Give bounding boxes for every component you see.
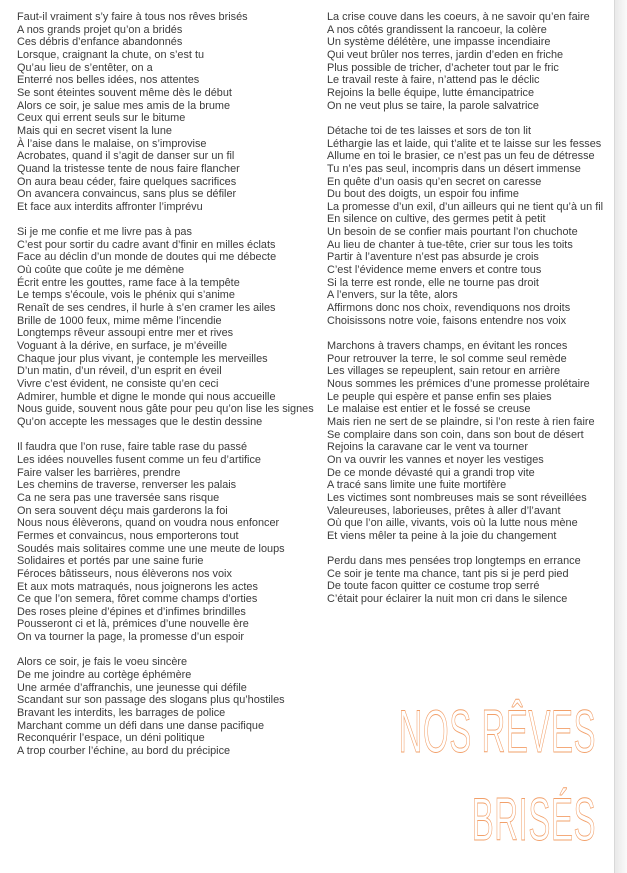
poem-line: Où que l’on aille, vivants, vois où la lutte nous mène bbox=[327, 517, 578, 530]
poem-line: De toute facon quitter ce costume trop serré bbox=[327, 580, 540, 593]
poem-line: Marchons à travers champs, en évitant les ronces bbox=[327, 340, 568, 353]
poem-line: Alors ce soir, je salue mes amis de la brume bbox=[17, 99, 231, 112]
poem-line: Face au déclin d’un monde de doutes qui me débecte bbox=[17, 251, 277, 264]
poem-line: Du bout des doigts, un espoir fou infime bbox=[327, 188, 519, 201]
poem-line: Ce soir je tente ma chance, tant pis si je perd pied bbox=[327, 567, 569, 580]
poem-line: Les victimes sont nombreuses mais se sont réveillées bbox=[327, 491, 587, 504]
poem-line: Choisissons notre voie, faisons entendre nos voix bbox=[327, 314, 567, 327]
poem-line: Brille de 1000 feux, mime même l’incendie bbox=[17, 314, 222, 327]
poem-line: Il faudra que l’on ruse, faire table rase du passé bbox=[17, 441, 248, 454]
poem-line: A tracé sans limite une fuite mortifère bbox=[327, 479, 507, 492]
poem-stanza bbox=[327, 11, 611, 112]
poem-line: Lorsque, craignant la chute, on s’est tu bbox=[17, 48, 205, 61]
poem-line: D’un matin, d’un réveil, d’un esprit en éveil bbox=[17, 365, 222, 378]
poem-line: Se complaire dans son coin, dans son bout de désert bbox=[327, 428, 584, 441]
poem-line: Vivre c’est évident, ne consiste qu’en ceci bbox=[17, 378, 219, 391]
poem-line: Les villages se repeuplent, sain retour en arrière bbox=[327, 365, 561, 378]
poem-line: Une armée d’affranchis, une jeunesse qui défile bbox=[17, 681, 247, 694]
poem-line: Les chemins de traverse, renverser les palais bbox=[17, 479, 237, 492]
poem-column-left bbox=[17, 11, 314, 770]
poem-line: C’est pour sortir du cadre avant d’finir en milles éclats bbox=[17, 238, 276, 251]
poem-line: De ce monde dévasté qui a grandi trop vite bbox=[327, 466, 535, 479]
poem-line: Rejoins la belle équipe, lutte émancipatrice bbox=[327, 86, 535, 99]
poem-line: On ne veut plus se taire, la parole salvatrice bbox=[327, 99, 539, 112]
poem-line: Quand la tristesse tente de nous faire flancher bbox=[17, 162, 240, 175]
poem-line: A trop courber l’échine, au bord du précipice bbox=[17, 745, 231, 758]
poem-line: Rejoins la caravane car le vent va tourner bbox=[327, 441, 528, 454]
poem-line: Soudés mais solitaires comme une une meute de loups bbox=[17, 542, 285, 555]
poem-line: Des roses pleine d’épines et d’infimes brindilles bbox=[17, 605, 246, 618]
poem-stanza bbox=[17, 226, 314, 429]
poem-line: Pour retrouver la terre, le sol comme seul remède bbox=[327, 352, 567, 365]
poem-line: C’était pour éclairer la nuit mon cri dans le silence bbox=[327, 593, 568, 606]
poem-line: Valeureuses, laborieuses, prêtes à aller d’l’avant bbox=[327, 504, 561, 517]
poem-line: Et viens mêler ta peine à la joie du changement bbox=[327, 529, 557, 542]
poem-line: Chaque jour plus vivant, je contemple les merveilles bbox=[17, 352, 268, 365]
poem-line: La promesse d’un exil, d’un ailleurs qui ne tient qu’à un fil bbox=[327, 200, 604, 213]
poem-line: Ce que l’on semera, fôret comme champs d’orties bbox=[17, 593, 258, 606]
poem-line: Les idées nouvelles fusent comme un feu d’artifice bbox=[17, 453, 261, 466]
poem-line: Alors ce soir, je fais le voeu sincère bbox=[17, 656, 188, 669]
poem-line: Solidaires et portés par une saine furie bbox=[17, 555, 204, 568]
poem-line: Écrit entre les gouttes, rame face à la tempête bbox=[17, 276, 240, 289]
poem-line: Qui veut brûler nos terres, jardin d’eden en friche bbox=[327, 48, 564, 61]
poem-line: On va tourner la page, la promesse d’un espoir bbox=[17, 631, 245, 644]
poem-line: Se sont éteintes souvent même dès le début bbox=[17, 86, 232, 99]
poem-line: Pousseront ci et là, prémices d’une nouvelle ère bbox=[17, 618, 249, 631]
poem-line: Marchant comme un défi dans une danse pacifique bbox=[17, 719, 265, 732]
poem-stanza bbox=[17, 656, 309, 757]
poem-line: Le malaise est entier et le fossé se creuse bbox=[327, 403, 531, 416]
poem-line: On aura beau céder, faire quelques sacrifices bbox=[17, 175, 237, 188]
poem-line: Admirer, humble et digne le monde qui nous accueille bbox=[17, 390, 276, 403]
poem-line: Un besoin de se confier mais pourtant l’on chuchote bbox=[327, 226, 578, 239]
poem-line: On avancera convaincus, sans plus se défiler bbox=[17, 188, 237, 201]
poem-line: Un système délétère, une impasse incendiaire bbox=[327, 36, 551, 49]
poem-line: Au lieu de chanter à tue-tête, crier sur tous les toits bbox=[327, 238, 573, 251]
poem-line: Allume en toi le brasier, ce n’est pas un feu de détresse bbox=[327, 150, 595, 163]
poem-line: Détache toi de tes laisses et sors de ton lit bbox=[327, 124, 532, 137]
poem-line: Et face aux interdits affronter l’imprévu bbox=[17, 200, 203, 213]
poem-line: Qu’on accepte les messages que le destin dessine bbox=[17, 415, 263, 428]
poem-line: À l’aise dans le malaise, on s’improvise bbox=[17, 137, 207, 150]
poem-line: Longtemps rêveur assoupi entre mer et rives bbox=[17, 327, 234, 340]
poem-line: Nous sommes les prémices d’une promesse prolétaire bbox=[327, 378, 590, 390]
title-line-1: NOS RÊVES bbox=[398, 698, 596, 765]
poem-line: Le travail reste à faire, n’attend pas le déclic bbox=[327, 74, 540, 87]
poem-line: De me joindre au cortège éphémère bbox=[17, 669, 192, 682]
poem-line: Si je me confie et me livre pas à pas bbox=[17, 226, 192, 239]
poem-line: Le temps s’écoule, vois le phénix qui s’anime bbox=[17, 289, 235, 302]
poem-line: A nos grands projet qu’on a bridés bbox=[17, 23, 183, 36]
poem-line: Où coûte que coûte je me démène bbox=[17, 264, 185, 277]
poem-line: C’est l’évidence meme envers et contre tous bbox=[327, 264, 542, 277]
poem-line: Le peuple qui espère et panse enfin ses plaies bbox=[327, 390, 552, 403]
poem-line: Léthargie las et laide, qui t’alite et te laisse sur les fesses bbox=[327, 137, 602, 150]
poem-line: Ces débris d’enfance abandonnés bbox=[17, 36, 183, 49]
poem-line: Acrobates, quand il s’agit de danser sur un fil bbox=[17, 150, 235, 163]
title-line-2: BRISÉS bbox=[471, 786, 596, 853]
poem-line: On sera souvent déçu mais garderons la foi bbox=[17, 504, 228, 517]
poem-line: Renaît de ses cendres, il hurle à s’en cramer les ailes bbox=[17, 302, 276, 315]
poem-line: Plus possible de tricher, d’acheter tout par le fric bbox=[327, 61, 559, 74]
poem-line: Reconquérir l’espace, un déni politique bbox=[17, 732, 205, 745]
poem-stanza bbox=[17, 11, 309, 214]
poem-line: Ca ne sera pas une traversée sans risque bbox=[17, 491, 220, 504]
poem-line: Faut-il vraiment s’y faire à tous nos rêves brisés bbox=[17, 11, 248, 23]
poem-line: Et aux mots matraqués, nous joignerons les actes bbox=[17, 580, 258, 593]
poem-column-right bbox=[327, 11, 611, 618]
poem-stanza bbox=[327, 340, 611, 543]
poem-line: Voguant à la dérive, en surface, je m’éveille bbox=[17, 340, 228, 353]
poem-line: Tu n’es pas seul, incompris dans un désert immense bbox=[327, 162, 581, 175]
poem-line: Qu’au lieu de s’entêter, on a bbox=[17, 61, 153, 74]
poem-line: Perdu dans mes pensées trop longtemps en errance bbox=[327, 555, 581, 568]
poem-line: En silence on cultive, des germes petit à petit bbox=[327, 213, 546, 226]
poem-line: Mais qui en secret visent la lune bbox=[17, 124, 172, 137]
poem-line: Si la terre est ronde, elle ne tourne pas droit bbox=[327, 276, 539, 289]
poem-line: Nous guide, souvent nous gâte pour peu qu’on lise les signes bbox=[17, 403, 314, 416]
poem-line: Bravant les interdits, les barrages de police bbox=[17, 707, 226, 720]
poem-line: En quête d’un oasis qu’en secret on caresse bbox=[327, 175, 542, 188]
poem-line: Fermes et convaincus, nous emporterons tout bbox=[17, 529, 239, 542]
poem-stanza bbox=[17, 441, 309, 644]
poem-stanza bbox=[327, 125, 611, 328]
poem-line: Enterré nos belles idées, nos attentes bbox=[17, 74, 200, 87]
poem-line: Faire valser les barrières, prendre bbox=[17, 466, 181, 479]
poem-line: Ceux qui errent seuls sur le bitume bbox=[17, 112, 186, 125]
poem-stanza bbox=[327, 555, 611, 606]
poem-line: Féroces bâtisseurs, nous élèverons nos voix bbox=[17, 567, 232, 580]
poem-line: A nos côtés grandissent la rancoeur, la colère bbox=[327, 23, 547, 36]
poem-line: Scandant sur son passage des slogans plus qu’hostiles bbox=[17, 694, 285, 707]
poem-line: Affirmons donc nos choix, revendiquons nos droits bbox=[327, 302, 571, 315]
poem-line: Nous nous élèverons, quand on voudra nous enfoncer bbox=[17, 517, 280, 530]
poem-line: Mais rien ne sert de se plaindre, si l’on reste à rien faire bbox=[327, 415, 595, 428]
poem-line: Partir à l’aventure n’est pas absurde je crois bbox=[327, 251, 539, 264]
page-edge-shadow bbox=[615, 0, 627, 873]
poem-line: On va ouvrir les vannes et noyer les vestiges bbox=[327, 453, 544, 466]
poem-line: A l’envers, sur la tête, alors bbox=[327, 289, 458, 302]
poem-line: La crise couve dans les coeurs, à ne savoir qu’en faire bbox=[327, 11, 590, 23]
